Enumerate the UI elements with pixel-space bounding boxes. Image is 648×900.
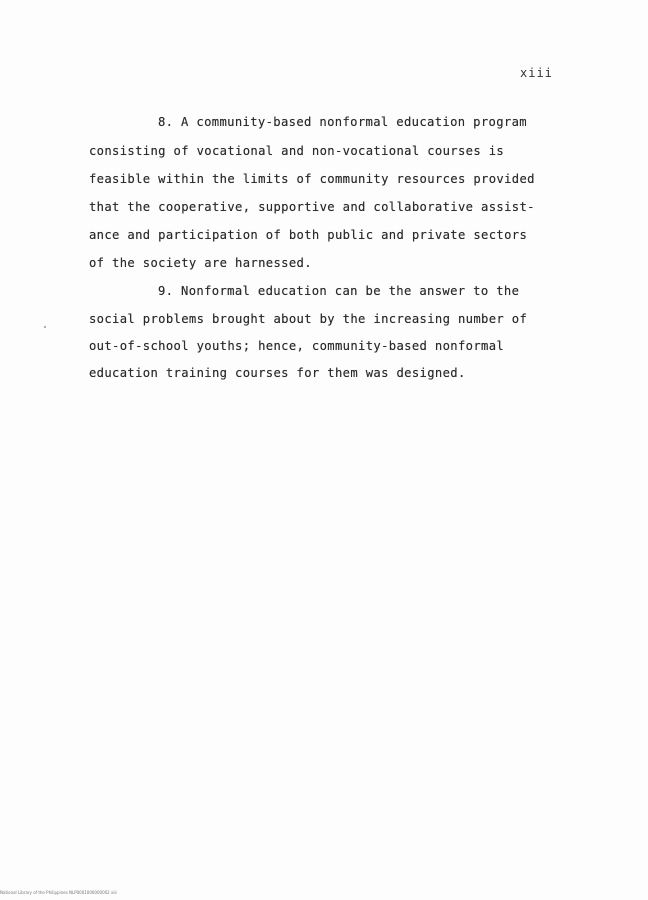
paragraph-9-line-3: out-of-school youths; hence, community-based nonformal [89,339,505,353]
footer-stamp: National Library of the Philippines NLP0001000000002 xiii [0,890,117,895]
paragraph-9-line-2: social problems brought about by the increasing number of [89,312,528,326]
paragraph-8-line-5: ance and participation of both public and private sectors [89,228,528,242]
paragraph-9-line-4: education training courses for them was designed. [89,366,466,380]
paragraph-8-line-1: 8. A community-based nonformal education program [158,115,527,129]
paragraph-8-line-6: of the society are harnessed. [89,256,312,270]
scan-speck [44,326,46,328]
page-number: xiii [520,66,553,80]
paragraph-8-line-2: consisting of vocational and non-vocational courses is [89,144,505,158]
paragraph-8-line-4: that the cooperative, supportive and collaborative assist- [89,200,535,214]
paragraph-8-line-3: feasible within the limits of community resources provided [89,172,535,186]
paragraph-9-line-1: 9. Nonformal education can be the answer to the [158,284,520,298]
